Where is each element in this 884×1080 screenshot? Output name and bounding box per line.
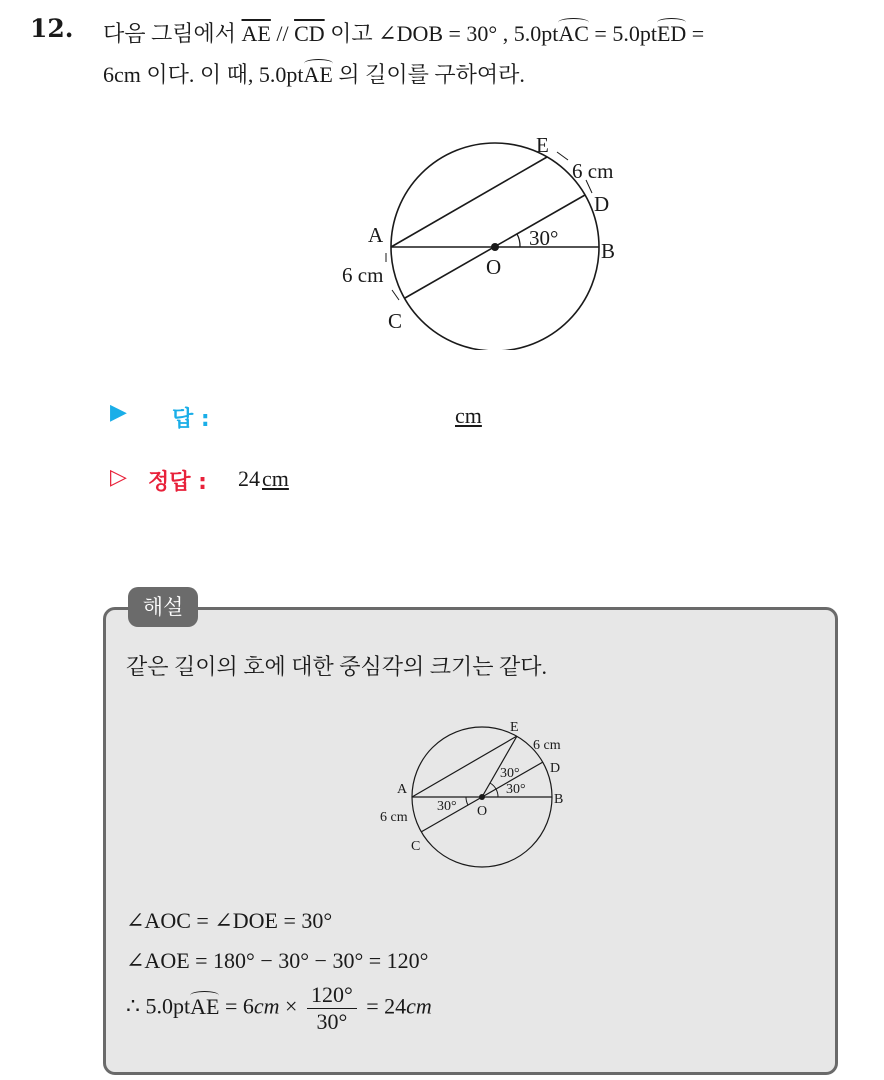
label-angle-dob: 30° <box>506 782 526 797</box>
correct-value: 24 <box>238 466 260 491</box>
label-angle: 30° <box>529 226 559 250</box>
segment-ae: $\overline{AE}$ <box>241 21 271 46</box>
label-o: O <box>477 804 488 819</box>
correct-marker: ▷ <box>110 465 127 490</box>
label-a: A <box>397 782 408 797</box>
question-text: 다음 그림에서 <box>103 21 242 46</box>
angle-arc-doe <box>490 783 496 789</box>
question-line-2 <box>103 58 525 89</box>
label-b: B <box>601 239 616 263</box>
solution-figure <box>370 708 590 872</box>
question-text: 6cm 이다. 이 때, 5.0pt <box>103 62 304 87</box>
arrow-left-2 <box>392 290 399 300</box>
center-point <box>479 794 485 800</box>
question-number: 12. <box>30 14 74 43</box>
solution-line-1: ∠AOC = ∠DOE = 30° <box>126 908 333 933</box>
solution-line-2: ∠AOE = 180° − 30° − 30° = 120° <box>126 948 429 973</box>
solution-tag: 해설 <box>128 587 198 627</box>
arc-ae: AE <box>190 993 220 1019</box>
answer-unit: cm <box>455 403 482 428</box>
question-line-1 <box>103 17 704 48</box>
angle-arc-dob <box>496 789 498 797</box>
solution-text: = 6 <box>219 993 254 1019</box>
label-angle-aoc: 30° <box>437 799 457 814</box>
chord-ae <box>391 157 547 247</box>
label-e: E <box>536 133 549 157</box>
angle-arc-aoc <box>466 797 468 805</box>
fraction-denominator: 30° <box>316 1009 348 1034</box>
arc-ac: AC <box>558 21 589 46</box>
question-text: = 5.0pt <box>588 21 657 46</box>
question-text: 이고 ∠DOB = 30° , 5.0pt <box>324 21 559 46</box>
solution-text: ∴ 5.0pt <box>126 993 191 1019</box>
label-d: D <box>594 192 610 216</box>
answer-label: 답 : <box>172 407 210 432</box>
solution-intro: 같은 길이의 호에 대한 중심각의 크기는 같다. <box>126 654 548 679</box>
fraction <box>307 982 357 1035</box>
label-c: C <box>411 839 421 854</box>
arrow-top-1 <box>557 152 568 160</box>
label-len-left: 6 cm <box>380 810 408 825</box>
correct-value-row <box>238 466 289 492</box>
question-text: = <box>686 21 705 46</box>
label-b: B <box>554 792 564 807</box>
correct-label: 정답 : <box>148 470 207 495</box>
fraction-numerator: 120° <box>307 982 357 1009</box>
label-e: E <box>510 720 519 735</box>
circle-figure <box>330 120 660 350</box>
question-text: // <box>270 21 295 46</box>
solution-line-3 <box>126 982 432 1035</box>
question-text: 의 길이를 구하여라. <box>332 62 525 87</box>
unit-cm: cm <box>406 993 432 1019</box>
label-len-left: 6 cm <box>342 263 384 287</box>
answer-marker: ▶ <box>110 400 127 425</box>
angle-arc <box>517 234 520 247</box>
arc-ae: AE <box>303 62 333 87</box>
label-d: D <box>550 761 561 776</box>
label-angle-doe: 30° <box>500 766 520 781</box>
correct-unit: cm <box>262 466 289 491</box>
label-len-top: 6 cm <box>572 159 614 183</box>
unit-cm: cm <box>253 993 280 1019</box>
segment-cd: $\overline{CD}$ <box>294 21 325 46</box>
label-o: O <box>486 255 502 279</box>
center-point <box>491 243 499 251</box>
label-a: A <box>368 223 384 247</box>
arc-ed: ED <box>656 21 687 46</box>
label-c: C <box>388 309 403 333</box>
solution-text: = 24 <box>360 993 407 1019</box>
times-sign: × <box>279 993 303 1019</box>
answer-blank <box>455 403 482 429</box>
label-len-top: 6 cm <box>533 738 561 753</box>
